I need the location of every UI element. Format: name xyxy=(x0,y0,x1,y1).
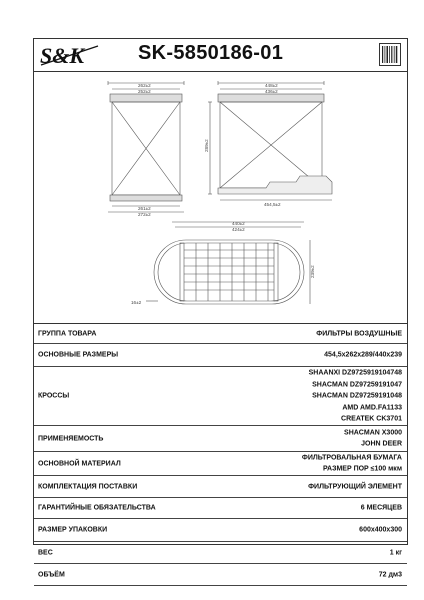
spec-row-weight xyxy=(34,542,407,564)
spec-row-material xyxy=(34,452,407,476)
sheet-header xyxy=(34,39,407,72)
brand-logo xyxy=(38,41,102,69)
part-number: SK-5850186-01 xyxy=(138,42,284,64)
side-view-right xyxy=(208,81,332,200)
barcode-icon xyxy=(379,43,401,66)
spec-label: РАЗМЕР УПАКОВКИ xyxy=(38,526,108,534)
spec-value: SHAANXI DZ9725919104748 SHACMAN DZ97259191047 SHACMAN DZ97259191048 AMD AMD.FA1133 CREATEK CK3701 xyxy=(308,369,402,423)
spec-value: ФИЛЬТРЫ ВОЗДУШНЫЕ xyxy=(316,329,402,337)
dim-right-bottom: 454,5±2 xyxy=(264,202,281,207)
spec-value: ФИЛЬТРУЮЩИЙ ЭЛЕМЕНТ xyxy=(308,482,402,490)
dim-left-bottom-2: 272±2 xyxy=(138,212,151,217)
spec-table xyxy=(34,324,407,586)
svg-text:S&K: S&K xyxy=(40,43,85,68)
spec-label: ПРИМЕНЯЕМОСТЬ xyxy=(38,435,104,442)
spec-label: КРОССЫ xyxy=(38,392,70,400)
spec-row-volume xyxy=(34,564,407,586)
spec-label: ОСНОВНЫЕ РАЗМЕРЫ xyxy=(38,351,119,359)
spec-value: ФИЛЬТРОВАЛЬНАЯ БУМАГА РАЗМЕР ПОР ≤100 мкм xyxy=(301,454,402,473)
spec-value: SHACMAN X3000 JOHN DEER xyxy=(344,429,402,448)
spec-row-applicability xyxy=(34,426,407,452)
spec-row-package-contents xyxy=(34,476,407,498)
plan-view xyxy=(146,222,310,304)
dim-plan-side: 239±2 xyxy=(310,265,315,278)
spec-value: 72 дм3 xyxy=(378,570,402,578)
technical-drawing xyxy=(34,72,407,324)
spec-row-warranty xyxy=(34,498,407,519)
dim-left-bottom-1: 261±2 xyxy=(138,206,151,211)
dim-plan-small: 16±2 xyxy=(131,300,142,305)
spec-label: ГРУППА ТОВАРА xyxy=(38,330,97,337)
spec-row-group xyxy=(34,324,407,344)
spec-value: 6 МЕСЯЦЕВ xyxy=(360,504,402,512)
dim-right-top-2: 436±2 xyxy=(265,89,278,94)
spec-row-package-size xyxy=(34,519,407,542)
spec-value: 600x400x300 xyxy=(359,526,402,534)
dim-plan-2: 424±2 xyxy=(232,227,245,232)
spec-label: ОСНОВНОЙ МАТЕРИАЛ xyxy=(38,460,121,467)
spec-label: ГАРАНТИЙНЫЕ ОБЯЗАТЕЛЬСТВА xyxy=(38,504,156,512)
dim-left-top-2: 252±2 xyxy=(138,89,151,94)
dim-right-top-1: 448±2 xyxy=(265,83,278,88)
drawing-canvas xyxy=(34,72,406,322)
product-sheet xyxy=(33,38,408,578)
spec-label: КОМПЛЕКТАЦИЯ ПОСТАВКИ xyxy=(38,483,138,490)
dim-plan-1: 440±2 xyxy=(232,221,245,226)
side-view-left xyxy=(108,81,184,212)
spec-label: ВЕС xyxy=(38,549,53,556)
dim-left-top-1: 262±2 xyxy=(138,83,151,88)
spec-value: 1 кг xyxy=(389,548,402,556)
dim-height: 289±2 xyxy=(204,139,209,152)
spec-label: ОБЪЁМ xyxy=(38,571,65,578)
spec-row-dimensions xyxy=(34,344,407,367)
spec-value: 454,5x262x289/440x239 xyxy=(324,351,402,359)
spec-row-crosses xyxy=(34,367,407,426)
